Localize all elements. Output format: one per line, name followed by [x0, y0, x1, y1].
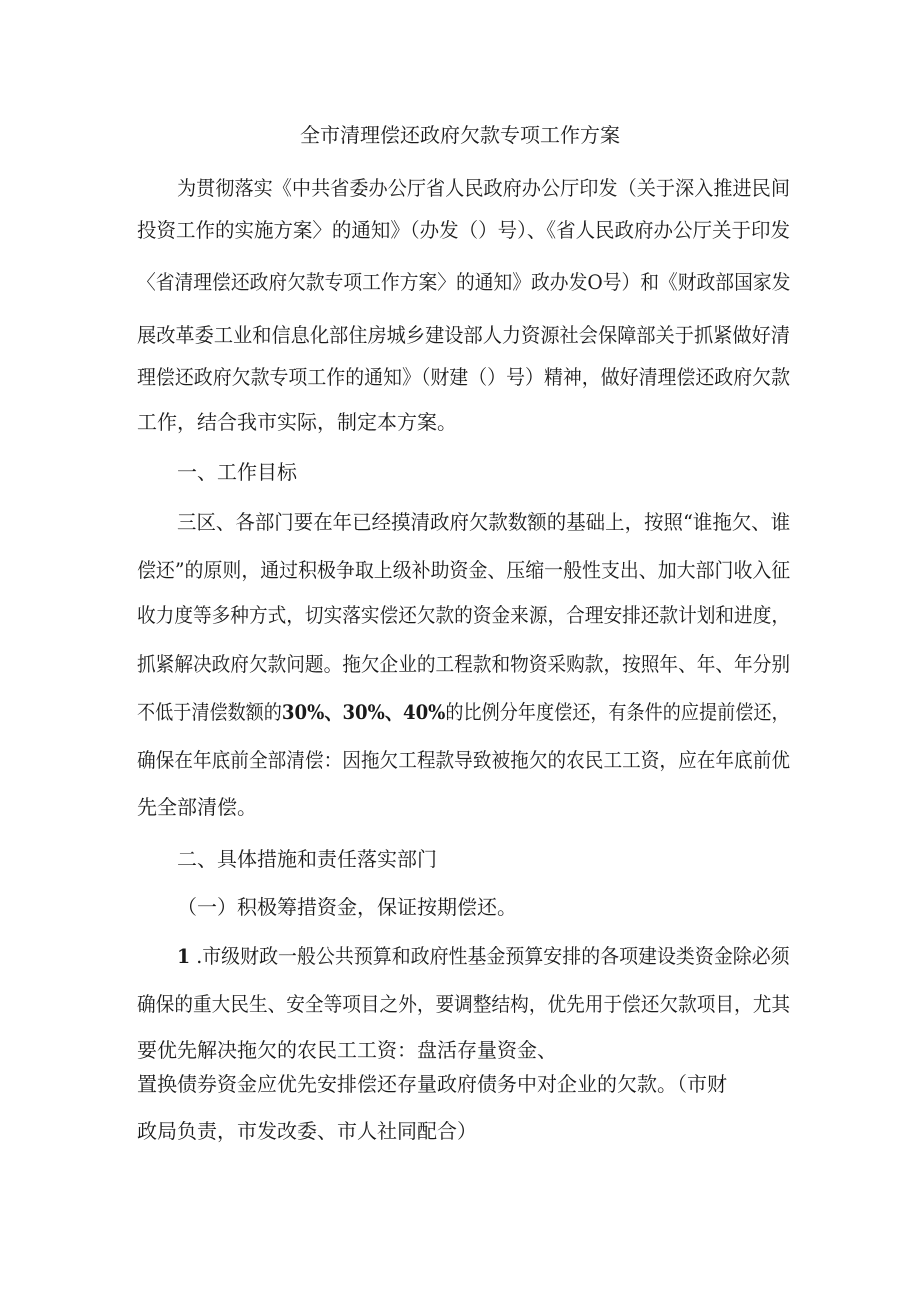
body-line: 确保在年底前全部清偿：因拖欠工程款导致被拖欠的农民工工资，应在年底前优 [137, 748, 791, 772]
body-line: 偿还”的原则，通过积极争取上级补助资金、压缩一般性支出、加大部门收入征 [137, 558, 791, 582]
section-heading: 二、具体措施和责任落实部门 [177, 847, 437, 871]
item-line: 政局负责，市发改委、市人社同配合） [137, 1119, 477, 1143]
item-text: .市级财政一般公共预算和政府性基金预算安排的各项建设类资金除必须 [190, 944, 790, 968]
intro-line: 工作，结合我市实际，制定本方案。 [137, 410, 457, 434]
ratio-prefix: 不低于清偿数额的 [137, 700, 282, 724]
intro-line: 为贯彻落实《中共省委办公厅省人民政府办公厅印发（关于深入推进民间 [177, 176, 790, 200]
ratio-suffix: 的比例分年度偿还，有条件的应提前偿还， [445, 700, 790, 724]
intro-line: 投资工作的实施方案〉的通知》（办发（）号）、《省人民政府办公厅关于印发 [137, 218, 790, 242]
intro-line: 展改革委工业和信息化部住房城乡建设部人力资源社会保障部关于抓紧做好清 [137, 323, 791, 347]
intro-line: 〈省清理偿还政府欠款专项工作方案〉的通知》政办发O号）和《财政部国家发 [137, 270, 791, 294]
item-line [177, 942, 790, 970]
item-line: 置换债券资金应优先安排偿还存量政府债务中对企业的欠款。（市财 [137, 1072, 727, 1096]
item-line: 确保的重大民生、安全等项目之外，要调整结构，优先用于偿还欠款项目，尤其 [137, 992, 791, 1016]
subsection-heading: （一）积极筹措资金，保证按期偿还。 [177, 895, 517, 919]
item-line: 要优先解决拖欠的农民工工资：盘活存量资金、 [137, 1038, 557, 1062]
body-line: 先全部清偿。 [137, 795, 257, 819]
item-number: 1 [177, 944, 191, 968]
body-line: 三区、各部门要在年已经摸清政府欠款数额的基础上，按照“谁拖欠、谁 [177, 510, 791, 534]
intro-line: 理偿还政府欠款专项工作的通知》（财建（）号）精神，做好清理偿还政府欠款 [137, 365, 791, 389]
ratio-bold: 30%、30%、40% [281, 700, 446, 724]
body-line: 抓紧解决政府欠款问题。拖欠企业的工程款和物资采购款，按照年、年、年分别 [137, 652, 791, 676]
body-line: 收力度等多种方式，切实落实偿还欠款的资金来源，合理安排还款计划和进度， [137, 603, 791, 627]
document-title: 全市清理偿还政府欠款专项工作方案 [300, 123, 620, 147]
ratio-line [137, 698, 790, 726]
section-heading: 一、工作目标 [177, 460, 297, 484]
